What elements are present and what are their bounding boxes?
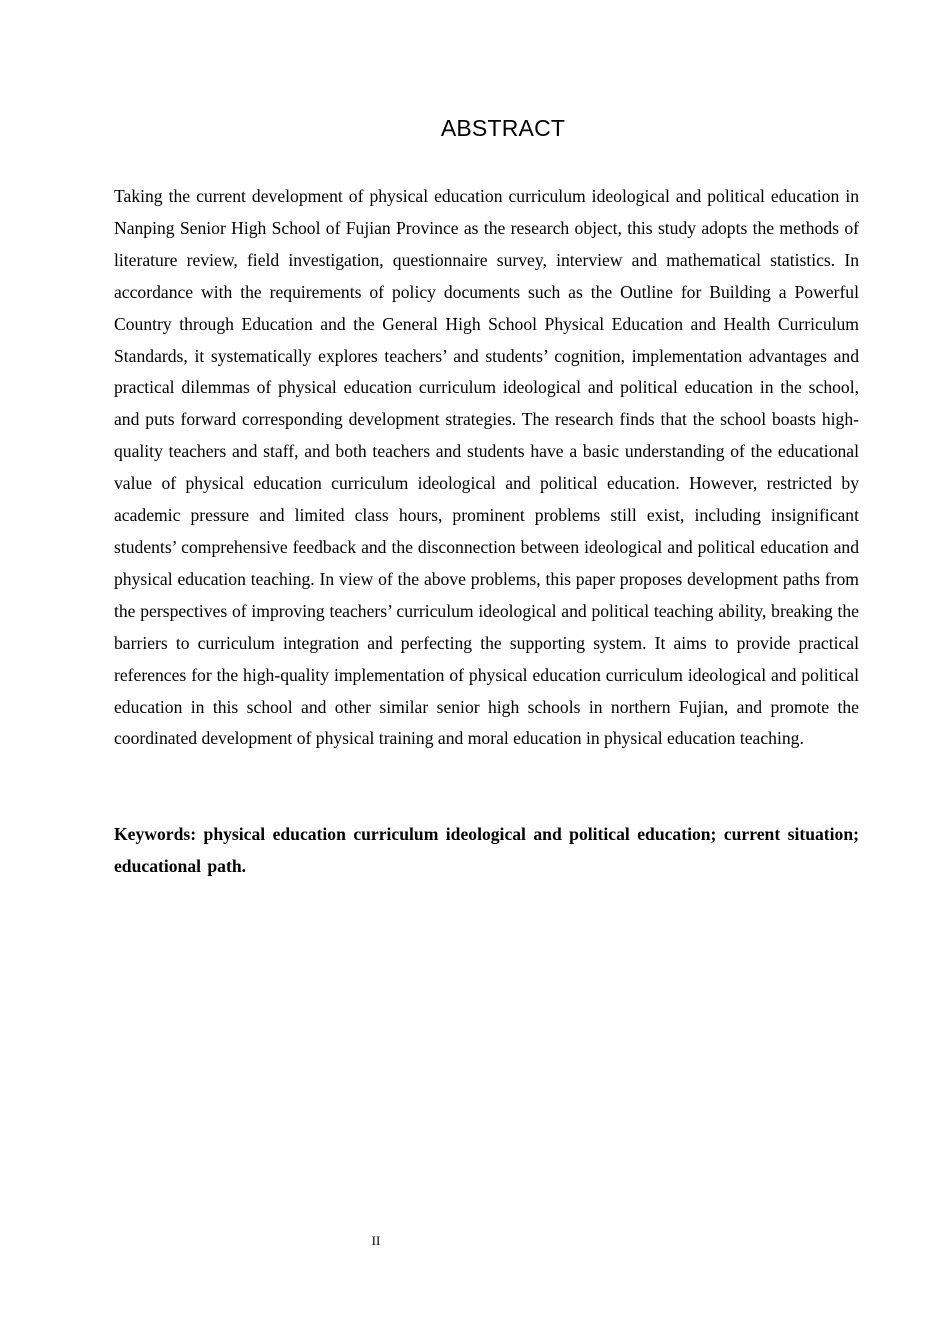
abstract-title: ABSTRACT — [440, 115, 566, 141]
page-number: II — [371, 1233, 381, 1248]
abstract-body: Taking the current development of physical education curriculum ideological and political education in Nanping Senior High School of Fujian Province as the research object, this study adopts the methods of literature review, field investigation, questionnaire survey, interview and mathematical statistics. In accordance with the requirements of policy documents such as the Outline for Building a Powerful Country through Education and the General High School Physical Education and Health Curriculum Standards, it systematically explores teachers’ and students’ cognition, implementation advantages and practical dilemmas of physical education curriculum ideological and political education in the school, and puts forward corresponding development strategies. The research finds that the school boasts high-quality teachers and staff, and both teachers and students have a basic understanding of the educational value of physical education curriculum ideological and political education. However, restricted by academic pressure and limited class hours, prominent problems still exist, including insignificant students’ comprehensive feedback and the disconnection between ideological and political education and physical education teaching. In view of the above problems, this paper proposes development paths from the perspectives of improving teachers’ curriculum ideological and political teaching ability, breaking the barriers to curriculum integration and perfecting the supporting system. It aims to provide practical references for the high-quality implementation of physical education curriculum ideological and political education in this school and other similar senior high schools in northern Fujian, and promote the coordinated development of physical training and moral education in physical education teaching. — [114, 186, 859, 749]
keywords-line: Keywords: physical education curriculum ideological and political education; current situation; educational path. — [114, 824, 859, 876]
